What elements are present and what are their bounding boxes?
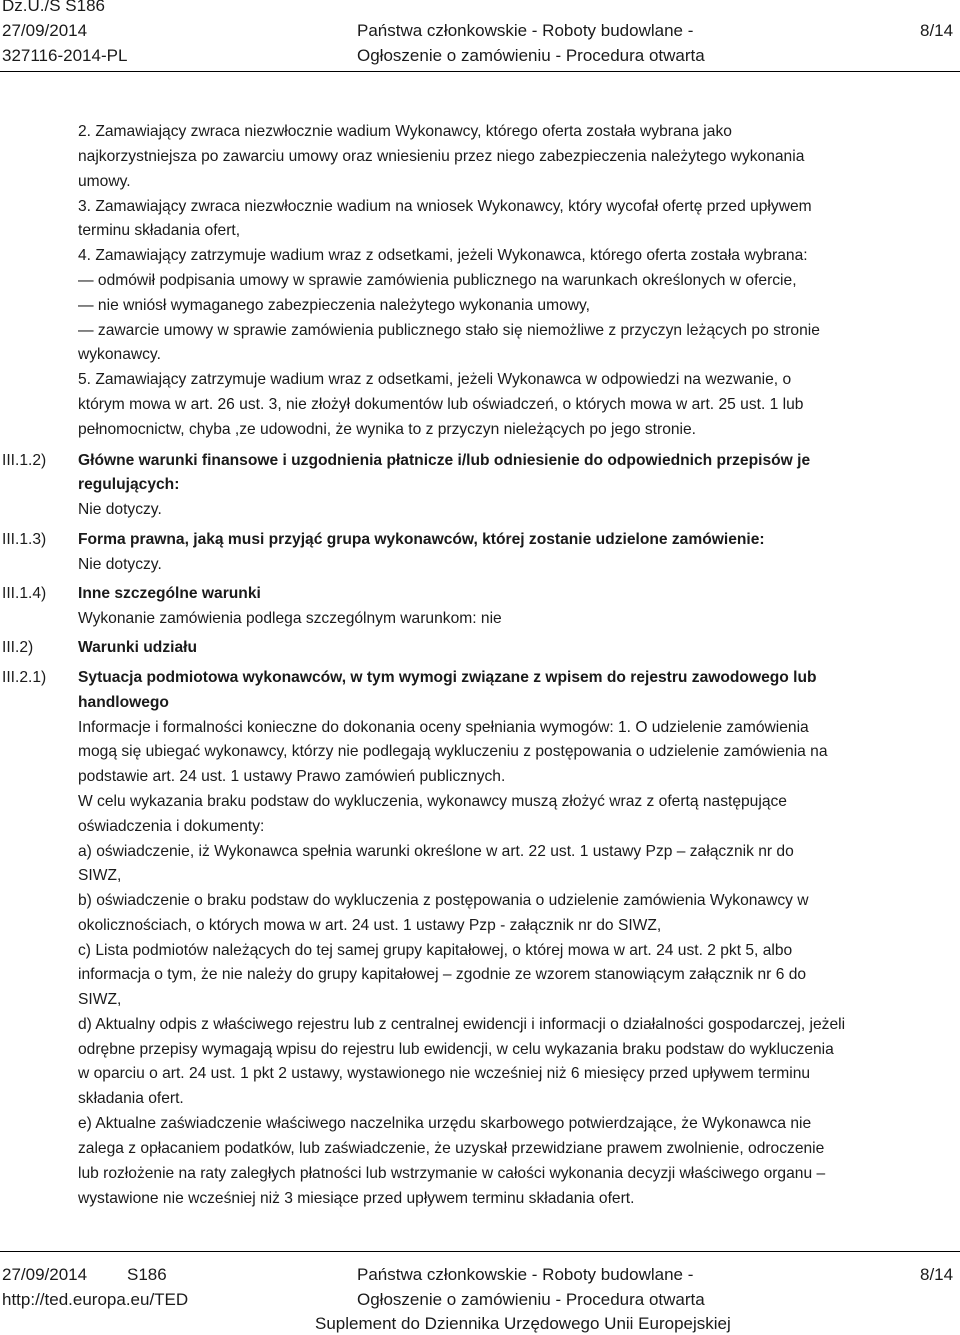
body-line: mogą się ubiegać wykonawcy, którzy nie podlegają wykluczeniu z postępowania o udzielenie zamówienia na (78, 743, 828, 760)
footer-subtitle: Ogłoszenie o zamówieniu - Procedura otwarta (357, 1290, 705, 1309)
header-date: 27/09/2014 (2, 21, 88, 40)
section-heading-special-conditions: Inne szczególne warunki (78, 585, 261, 602)
section-heading-participation: Warunki udziału (78, 639, 197, 656)
body-line: oświadczenia i dokumenty: (78, 818, 265, 835)
body-line: w oparciu o art. 24 ust. 1 pkt 2 ustawy, wystawionego nie wcześniej niż 6 miesięcy przed upływem terminu (78, 1065, 811, 1082)
body-line: — nie wniósł wymaganego zabezpieczenia należytego wykonania umowy, (78, 297, 590, 314)
header-title: Państwa członkowskie - Roboty budowlane - (357, 21, 694, 40)
body-line: odrębne przepisy wymagają wpisu do rejestru lub ewidencji, w celu wykazania braku podstaw do wykluczenia (78, 1041, 834, 1058)
body-line: Nie dotyczy. (78, 501, 162, 518)
header-page-number: 8/14 (920, 21, 954, 40)
body-line: podstawie art. 24 ust. 1 ustawy Prawo zamówień publicznych. (78, 768, 506, 785)
body-line: wystawione nie wcześniej niż 3 miesiące przed upływem terminu składania ofert. (78, 1190, 635, 1207)
body-line: SIWZ, (78, 991, 122, 1008)
body-line: 5. Zamawiający zatrzymuje wadium wraz z odsetkami, jeżeli Wykonawca w odpowiedzi na wezwanie, o (78, 371, 792, 388)
body-line: e) Aktualne zaświadczenie właściwego naczelnika urzędu skarbowego potwierdzające, że Wykonawca nie (78, 1115, 812, 1132)
body-line: — zawarcie umowy w sprawie zamówienia publicznego stało się niemożliwe z przyczyn leżących po stronie (78, 322, 820, 339)
body-line: — odmówił podpisania umowy w sprawie zamówienia publicznego na warunkach określonych w ofercie, (78, 272, 797, 289)
section-number-III-2-1: III.2.1) (2, 669, 47, 686)
footer-title: Państwa członkowskie - Roboty budowlane - (357, 1265, 694, 1284)
body-line: lub rozłożenie na raty zaległych płatności lub wstrzymanie w całości wykonania decyzji właściwego organu – (78, 1165, 826, 1182)
body-line: umowy. (78, 173, 131, 190)
footer-url-link[interactable]: http://ted.europa.eu/TED (2, 1290, 189, 1309)
footer-date: 27/09/2014 (2, 1265, 88, 1284)
body-line: pełnomocnictw, chyba ,ze udowodni, że wynika to z przyczyn nieleżących po jego stronie. (78, 421, 697, 438)
section-number-III-1-4: III.1.4) (2, 585, 47, 602)
body-line: d) Aktualny odpis z właściwego rejestru lub z centralnej ewidencji i informacji o działalności gospodarczej, jeżeli (78, 1016, 846, 1033)
header-rule (0, 71, 960, 72)
body-line: c) Lista podmiotów należących do tej samej grupy kapitałowej, o której mowa w art. 24 ust. 2 pkt 5, albo (78, 942, 793, 959)
body-line: SIWZ, (78, 867, 122, 884)
header-subtitle: Ogłoszenie o zamówieniu - Procedura otwarta (357, 46, 705, 65)
section-number-III-2: III.2) (2, 639, 34, 656)
body-line: 3. Zamawiający zwraca niezwłocznie wadium na wniosek Wykonawcy, który wycofał ofertę przed upływem (78, 198, 812, 215)
section-heading-legal-form: Forma prawna, jaką musi przyjąć grupa wykonawców, której zostanie udzielone zamówienie: (78, 531, 765, 548)
section-number-III-1-3: III.1.3) (2, 531, 47, 548)
body-line: informacja o tym, że nie należy do grupy kapitałowej – zgodnie ze wzorem stanowiącym załącznik nr 6 do (78, 966, 807, 983)
body-line: terminu składania ofert, (78, 222, 241, 239)
section-number-III-1-2: III.1.2) (2, 452, 47, 469)
body-line: najkorzystniejsza po zawarciu umowy oraz wniesieniu przez niego zabezpieczenia należytego wykonania (78, 148, 805, 165)
body-line: W celu wykazania braku podstaw do wykluczenia, wykonawcy muszą złożyć wraz z ofertą następujące (78, 793, 787, 810)
body-line: składania ofert. (78, 1090, 184, 1107)
footer-series: S186 (127, 1265, 167, 1284)
body-line: 4. Zamawiający zatrzymuje wadium wraz z odsetkami, jeżeli Wykonawca, którego oferta została wybrana: (78, 247, 808, 264)
body-line: a) oświadczenie, iż Wykonawca spełnia warunki określone w art. 22 ust. 1 ustawy Pzp – załącznik nr do (78, 843, 794, 860)
footer-page-number: 8/14 (920, 1265, 954, 1284)
footer-supplement: Suplement do Dziennika Urzędowego Unii Europejskiej (315, 1314, 731, 1333)
body-line: Wykonanie zamówienia podlega szczególnym warunkom: nie (78, 610, 502, 627)
body-line: Informacje i formalności konieczne do dokonania oceny spełniania wymogów: 1. O udzielenie zamówienia (78, 719, 809, 736)
body-line: zalega z opłacaniem podatków, lub zaświadczenie, że uzyskał przewidziane prawem zwolnienie, odroczenie (78, 1140, 825, 1157)
header-journal-ref: Dz.U./S S186 (2, 0, 105, 15)
section-heading-personal-situation-cont: handlowego (78, 694, 169, 711)
header-notice-id: 327116-2014-PL (2, 46, 128, 65)
footer-rule (0, 1251, 960, 1252)
section-heading-financial-cont: regulujących: (78, 476, 180, 493)
body-line: okolicznościach, o których mowa w art. 24 ust. 1 ustawy Pzp - załącznik nr do SIWZ, (78, 917, 662, 934)
body-line: 2. Zamawiający zwraca niezwłocznie wadium Wykonawcy, którego oferta została wybrana jako (78, 123, 732, 140)
body-line: b) oświadczenie o braku podstaw do wykluczenia z postępowania o udzielenie zamówienia Wykonawcy w (78, 892, 809, 909)
section-heading-financial: Główne warunki finansowe i uzgodnienia płatnicze i/lub odniesienie do odpowiednich przepisów je (78, 452, 811, 469)
body-line: którym mowa w art. 26 ust. 3, nie złożył dokumentów lub oświadczeń, o których mowa w art. 25 ust. 1 lub (78, 396, 804, 413)
section-heading-personal-situation: Sytuacja podmiotowa wykonawców, w tym wymogi związane z wpisem do rejestru zawodowego lub (78, 669, 817, 686)
body-line: wykonawcy. (78, 346, 161, 363)
body-line: Nie dotyczy. (78, 556, 162, 573)
